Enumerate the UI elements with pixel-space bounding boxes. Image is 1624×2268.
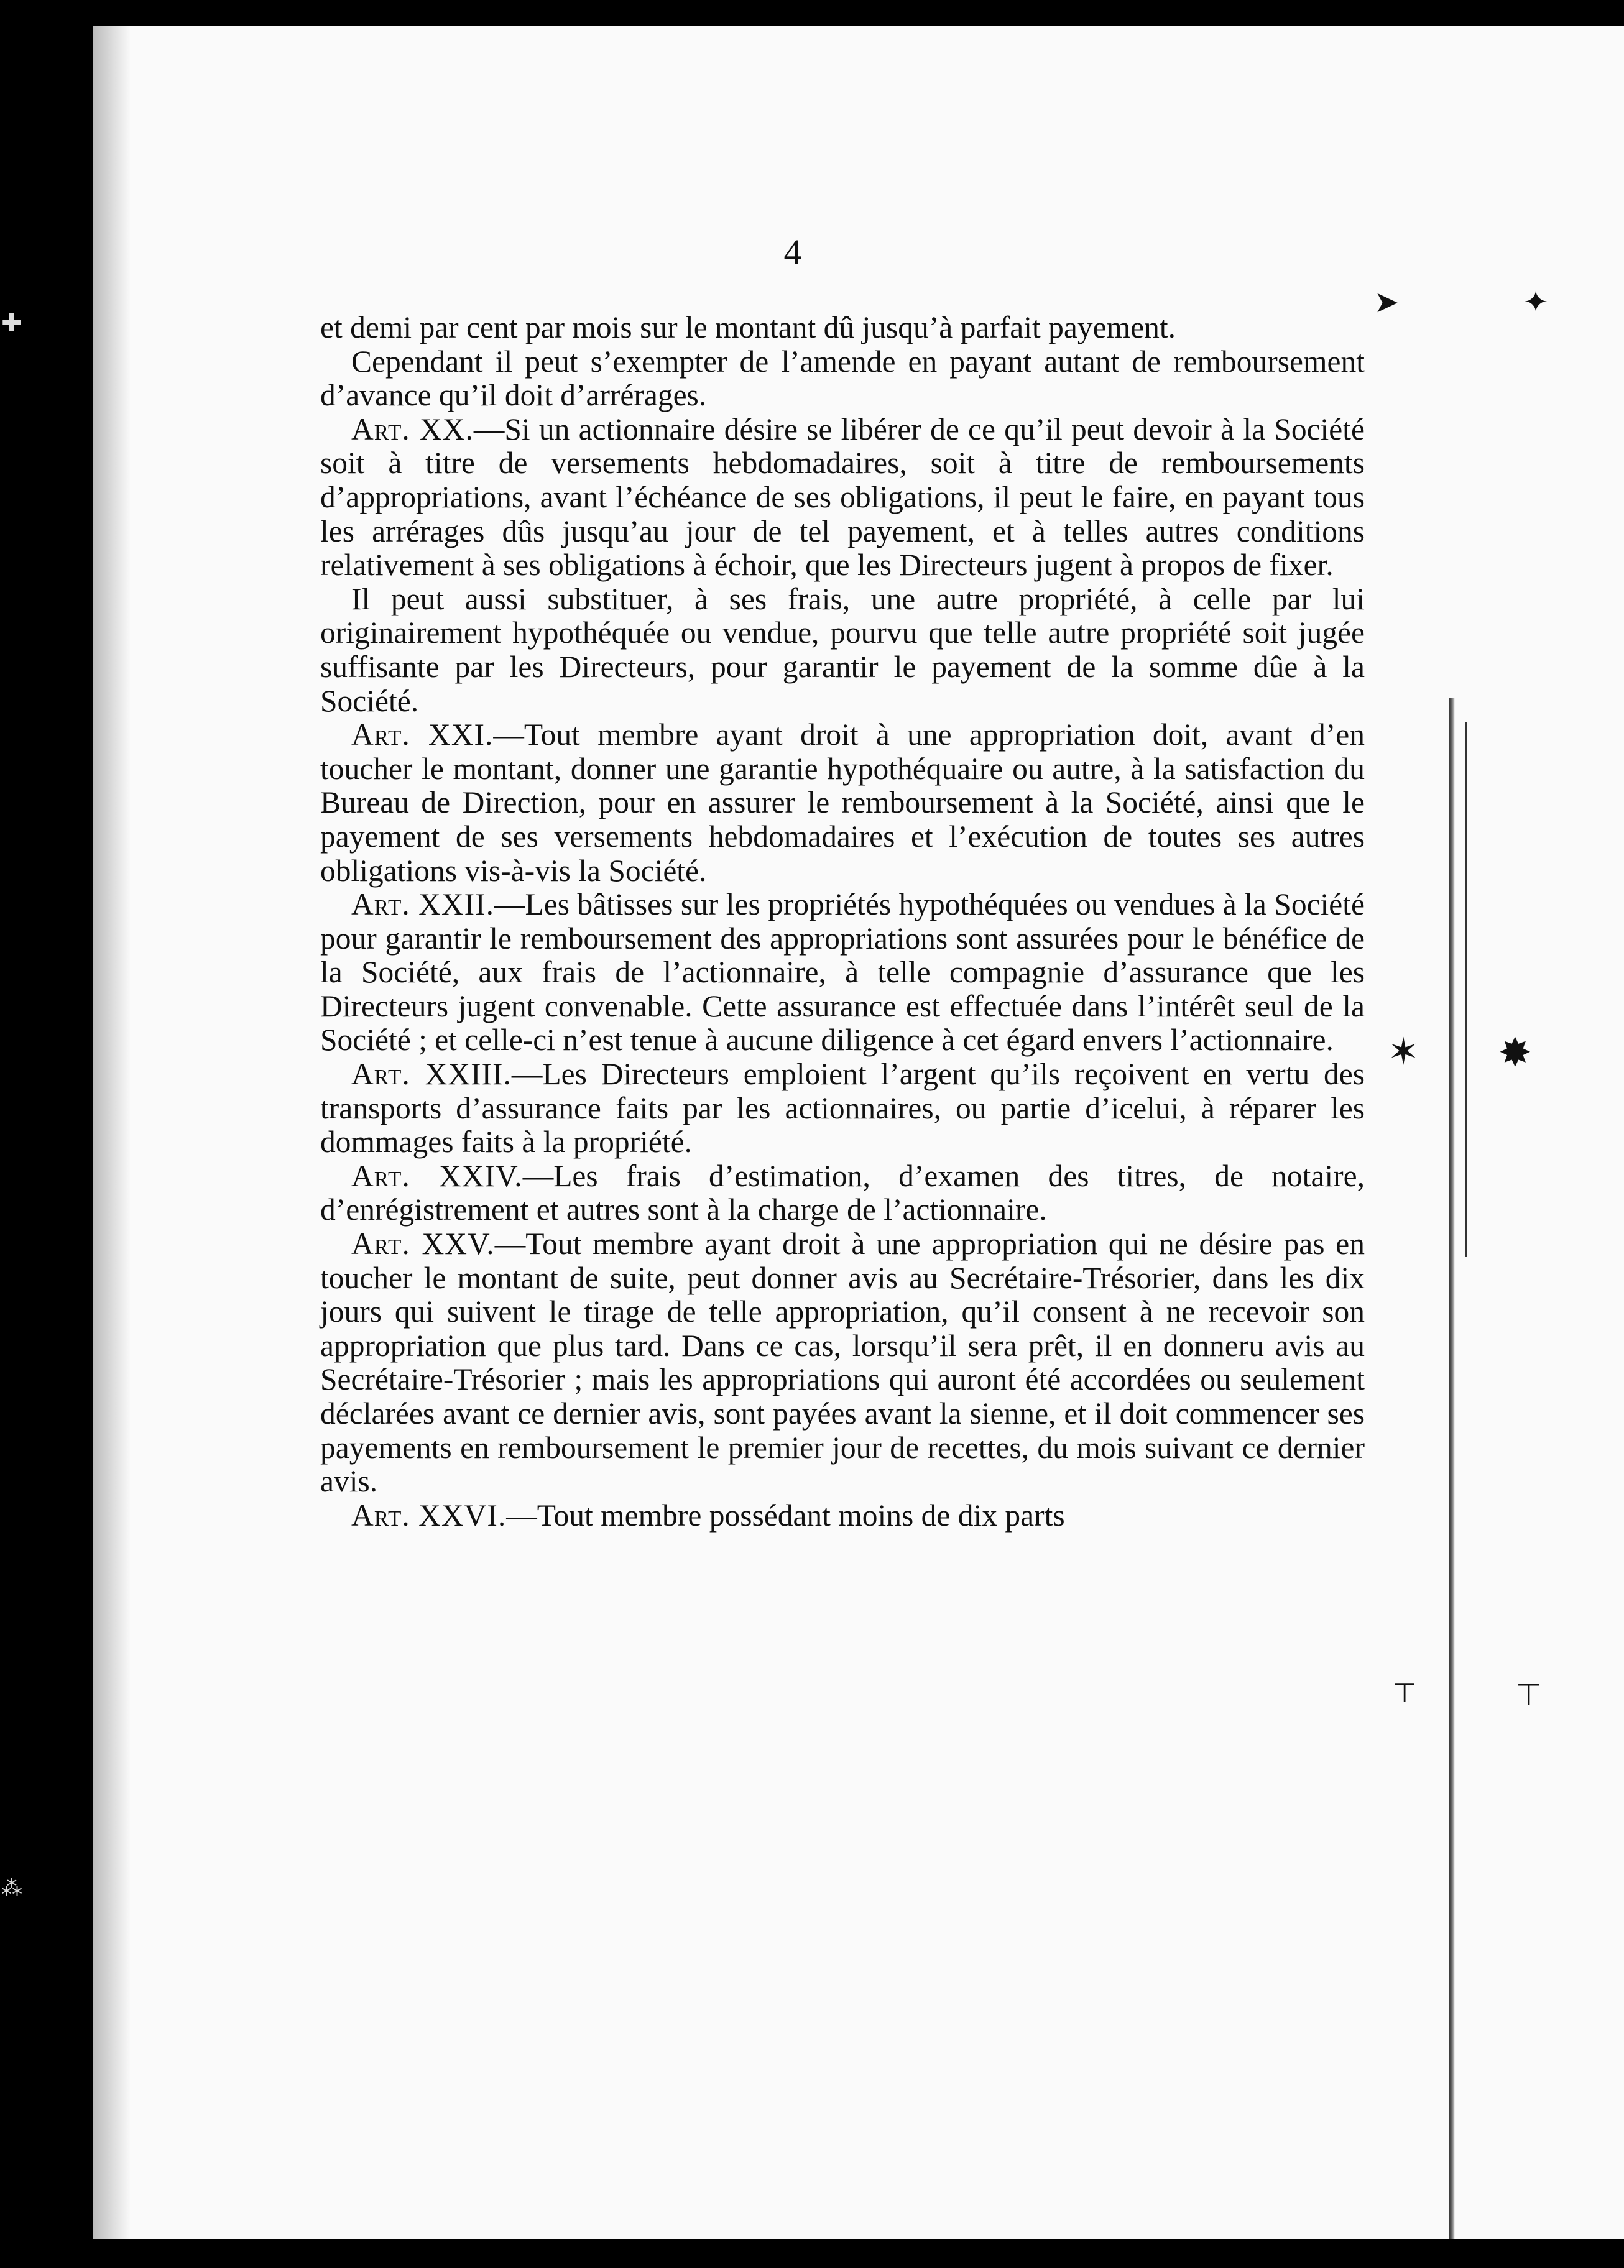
article-paragraph bbox=[320, 1058, 1365, 1159]
article-paragraph bbox=[320, 1227, 1365, 1499]
paragraph-text: —Les frais d’estimation, d’examen des titres, de notaire, d’enrégistrement et autres sont à la charge de l’actionnaire. bbox=[320, 1158, 1365, 1227]
paragraph-text: —Les Directeurs emploient l’argent qu’ils reçoivent en vertu des transports d’assurance faits par les actionnaires, ou partie d’icelui, à réparer les dommages faits à la propriété. bbox=[320, 1057, 1365, 1159]
paragraph-text: —Si un actionnaire désire se libérer de ce qu’il peut devoir à la Société soit à titre de versements hebdomadaires, soit à titre de remboursements d’appropriations, avant l’échéance de ses obligations, il peut le faire, en payant tous les arrérages dûs jusqu’au jour de tel payement, et à telles autres conditions relativement à ses obligations à échoir, que les Directeurs jugent à propos de fixer. bbox=[320, 412, 1365, 583]
paragraph-text: Il peut aussi substituer, à ses frais, une autre propriété, à celle par lui originairement hypothéquée ou vendue, pourvu que telle autre propriété soit jugée suffisante par les Directeurs, pour garantir le payement de la somme dûe à la Société. bbox=[320, 581, 1365, 718]
scan-mark-icon: ✦ bbox=[1523, 285, 1549, 320]
article-heading: Art. XXII. bbox=[351, 887, 495, 922]
scan-speck-icon: ⁂ bbox=[1, 1876, 22, 1901]
scan-mark-icon: ⊤ bbox=[1393, 1677, 1417, 1709]
article-paragraph bbox=[320, 413, 1365, 583]
article-paragraph bbox=[320, 888, 1365, 1058]
scan-speck-icon: ✚ bbox=[1, 309, 22, 338]
paragraph bbox=[320, 583, 1365, 718]
scan-mark-icon: ✸ bbox=[1498, 1030, 1532, 1076]
page-fold-line bbox=[1449, 698, 1455, 2239]
body-text bbox=[320, 311, 1365, 1533]
article-heading: Art. XXIII. bbox=[351, 1057, 512, 1092]
paragraph bbox=[320, 311, 1365, 345]
page-edge-shadow bbox=[93, 26, 131, 2239]
paragraph bbox=[320, 345, 1365, 413]
article-paragraph bbox=[320, 718, 1365, 888]
article-paragraph bbox=[320, 1499, 1365, 1533]
article-heading: Art. XXV. bbox=[351, 1227, 495, 1261]
page-number: 4 bbox=[783, 232, 802, 272]
scan-mark-icon: ⊤ bbox=[1516, 1677, 1542, 1712]
scan-mark-icon: ✶ bbox=[1388, 1030, 1419, 1074]
article-paragraph bbox=[320, 1159, 1365, 1227]
scan-mark-icon: ➤ bbox=[1374, 285, 1400, 320]
paragraph-text: et demi par cent par mois sur le montant dû jusqu’à parfait payement. bbox=[320, 310, 1176, 344]
article-heading: Art. XX. bbox=[351, 412, 474, 446]
paragraph-text: —Tout membre ayant droit à une appropriation doit, avant d’en toucher le montant, donner une garantie hypothéquaire ou autre, à la satisfaction du Bureau de Direction, pour en assurer le remboursement à la Société, ainsi que le payement de ses versements hebdomadaires et l’exécution de toutes ses autres obligations vis-à-vis la Société. bbox=[320, 717, 1365, 888]
scanned-page bbox=[93, 26, 1624, 2239]
paragraph-text: Cependant il peut s’exempter de l’amende en payant autant de remboursement d’avance qu’il doit d’arrérages. bbox=[320, 344, 1365, 413]
paragraph-text: —Les bâtisses sur les propriétés hypothéquées ou vendues à la Société pour garantir le remboursement des appropriations sont assurées pour le bénéfice de la Société, aux frais de l’actionnaire, à telle compagnie d’assurance que les Directeurs jugent convenable. Cette assurance est effectuée dans l’intérêt seul de la Société ; et celle-ci n’est tenue à aucune diligence à cet égard envers l’actionnaire. bbox=[320, 887, 1365, 1058]
paragraph-text: —Tout membre ayant droit à une appropriation qui ne désire pas en toucher le montant de suite, peut donner avis au Secrétaire-Trésorier, dans les dix jours qui suivent le tirage de telle appropriation, qu’il consent à ne recevoir son appropriation que plus tard. Dans ce cas, lorsqu’il sera prêt, il en donneru avis au Secrétaire-Trésorier ; mais les appropriations qui auront été accordées ou seulement déclarées avant ce dernier avis, sont payées avant la sienne, et il doit commencer ses payements en remboursement le premier jour de recettes, du mois suivant ce dernier avis. bbox=[320, 1227, 1365, 1499]
paragraph-text: —Tout membre possédant moins de dix parts bbox=[506, 1498, 1065, 1533]
page-fold-line-dark bbox=[1465, 722, 1467, 1257]
article-heading: Art. XXI. bbox=[351, 717, 494, 752]
article-heading: Art. XXIV. bbox=[351, 1158, 523, 1193]
article-heading: Art. XXVI. bbox=[351, 1498, 507, 1533]
